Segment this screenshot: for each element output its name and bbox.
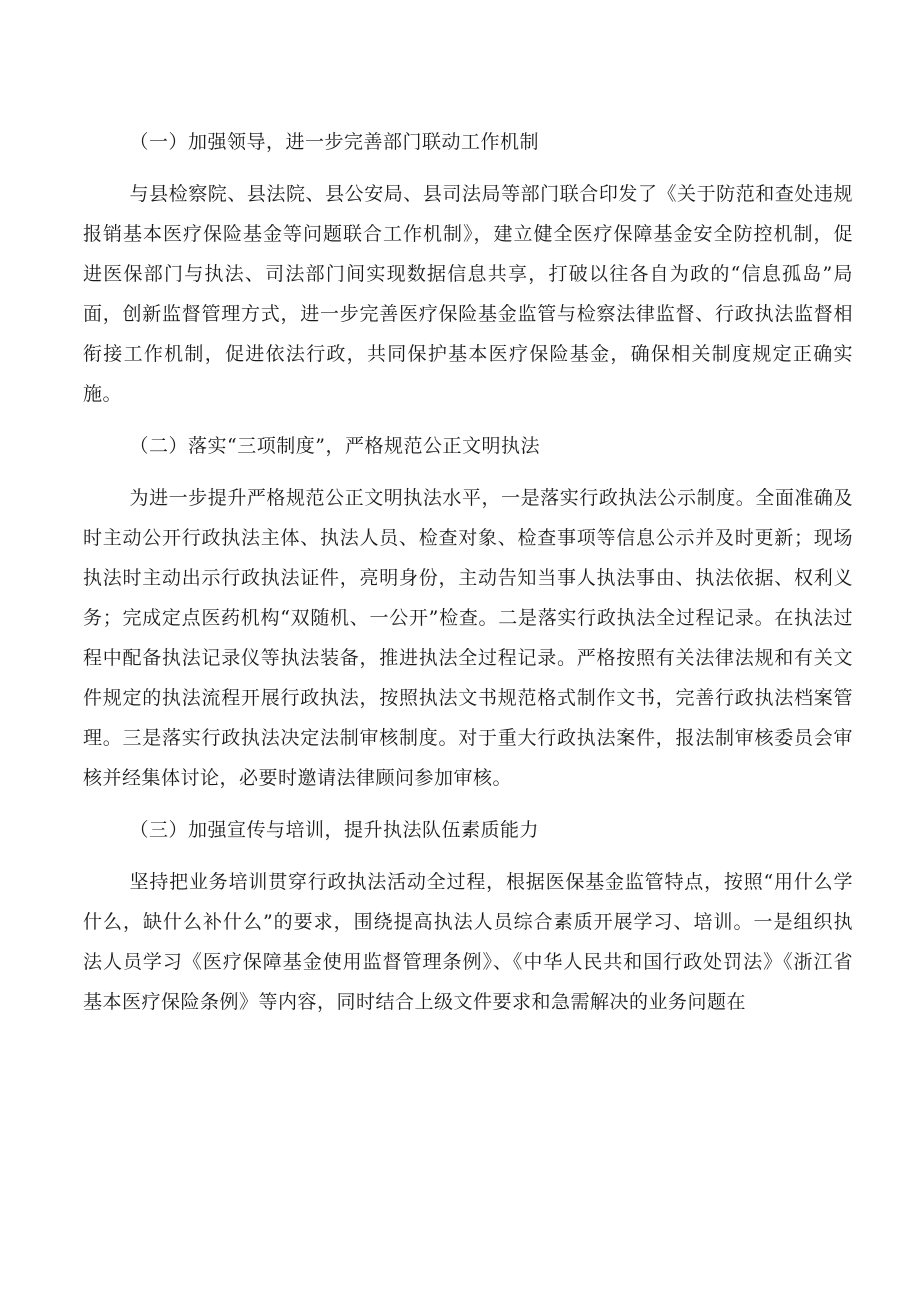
document-body <box>83 122 853 1034</box>
section-heading-3: （三）加强宣传与培训，提升执法队伍素质能力 <box>129 819 540 841</box>
section-heading-2: （二）落实“三项制度”，严格规范公正文明执法 <box>129 435 540 457</box>
section-paragraph-3: 坚持把业务培训贯穿行政执法活动全过程，根据医保基金监管特点，按照“用什么学什么，缺什么补什么”的要求，围绕提高执法人员综合素质开展学习、培训。一是组织执法人员学习《医疗保障基金使用监督管理条例》、《中华人民共和国行政处罚法》《浙江省基本医疗保险条例》等内容，同时结合上级文件要求和急需解决的业务问题在 <box>83 871 853 1013</box>
section-paragraph-2: 为进一步提升严格规范公正文明执法水平，一是落实行政执法公示制度。全面准确及时主动公开行政执法主体、执法人员、检查对象、检查事项等信息公示并及时更新；现场执法时主动出示行政执法证件，亮明身份，主动告知当事人执法事由、执法依据、权利义务；完成定点医药机构“双随机、一公开”检查。二是落实行政执法全过程记录。在执法过程中配备执法记录仪等执法装备，推进执法全过程记录。严格按照有关法律法规和有关文件规定的执法流程开展行政执法，按照执法文书规范格式制作文书，完善行政执法档案管理。三是落实行政执法决定法制审核制度。对于重大行政执法案件，报法制审核委员会审核并经集体讨论，必要时邀请法律顾问参加审核。 <box>83 487 853 789</box>
section-heading-1: （一）加强领导，进一步完善部门联动工作机制 <box>129 131 540 153</box>
section-paragraph-1: 与县检察院、县法院、县公安局、县司法局等部门联合印发了《关于防范和查处违规报销基本医疗保险基金等问题联合工作机制》，建立健全医疗保障基金安全防控机制，促进医保部门与执法、司法部门间实现数据信息共享，打破以往各自为政的“信息孤岛”局面，创新监督管理方式，进一步完善医疗保险基金监管与检察法律监督、行政执法监督相衔接工作机制，促进依法行政，共同保护基本医疗保险基金，确保相关制度规定正确实施。 <box>83 183 853 405</box>
